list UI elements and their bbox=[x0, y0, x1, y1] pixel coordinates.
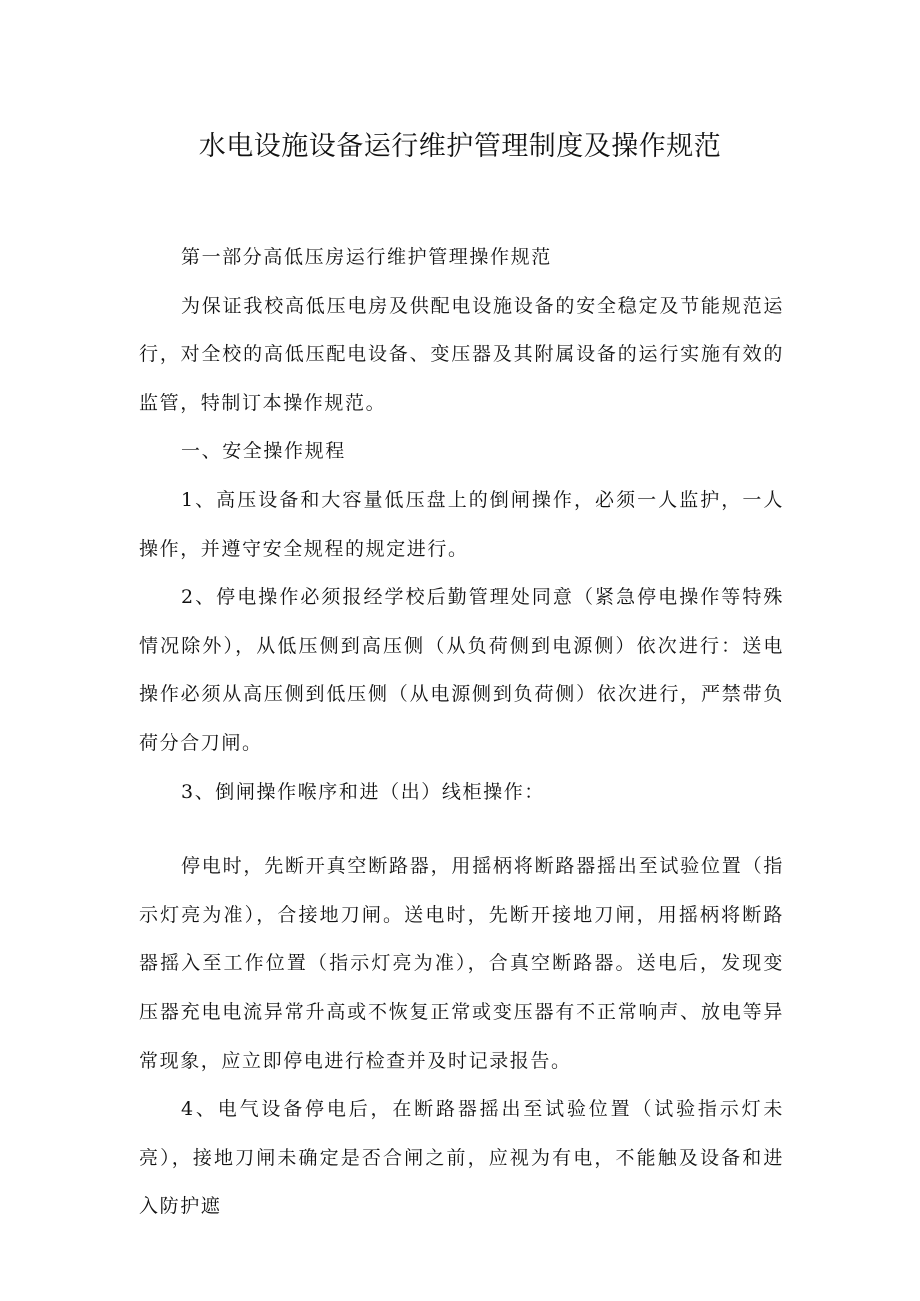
section-heading: 第一部分高低压房运行维护管理操作规范 bbox=[181, 246, 552, 268]
intro-paragraph: 为保证我校高低压电房及供配电设施设备的安全稳定及节能规范运行，对全校的高低压配电设备、变压器及其附属设备的运行实施有效的监管，特制订本操作规范。 bbox=[139, 294, 784, 414]
document-title: 水电设施设备运行维护管理制度及操作规范 bbox=[198, 131, 722, 162]
rule-paragraph-2: 2、停电操作必须报经学校后勤管理处同意（紧急停电操作等特殊情况除外），从低压侧到高压侧（从负荷侧到电源侧）依次进行：送电操作必须从高压侧到低压侧（从电源侧到负荷侧）依次进行，严禁带负荷分合刀闸。 bbox=[139, 586, 784, 754]
rule-paragraph-4: 4、电气设备停电后，在断路器摇出至试验位置（试验指示灯未亮），接地刀闸未确定是否合闸之前，应视为有电，不能触及设备和进入防护遮 bbox=[139, 1098, 784, 1218]
document-body bbox=[139, 233, 784, 1231]
subsection-heading: 一、安全操作规程 bbox=[181, 440, 346, 463]
procedure-paragraph: 停电时，先断开真空断路器，用摇柄将断路器摇出至试验位置（指示灯亮为准），合接地刀闸。送电时，先断开接地刀闸，用摇柄将断路器摇入至工作位置（指示灯亮为准），合真空断路器。送电后，发现变压器充电电流异常升高或不恢复正常或变压器有不正常响声、放电等异常现象，应立即停电进行检查并及时记录报告。 bbox=[139, 855, 784, 1072]
rule-paragraph-1: 1、高压设备和大容量低压盘上的倒闸操作，必须一人监护，一人操作，并遵守安全规程的规定进行。 bbox=[139, 488, 784, 560]
rule-paragraph-3: 3、倒闸操作喉序和进（出）线柜操作： bbox=[181, 780, 545, 803]
